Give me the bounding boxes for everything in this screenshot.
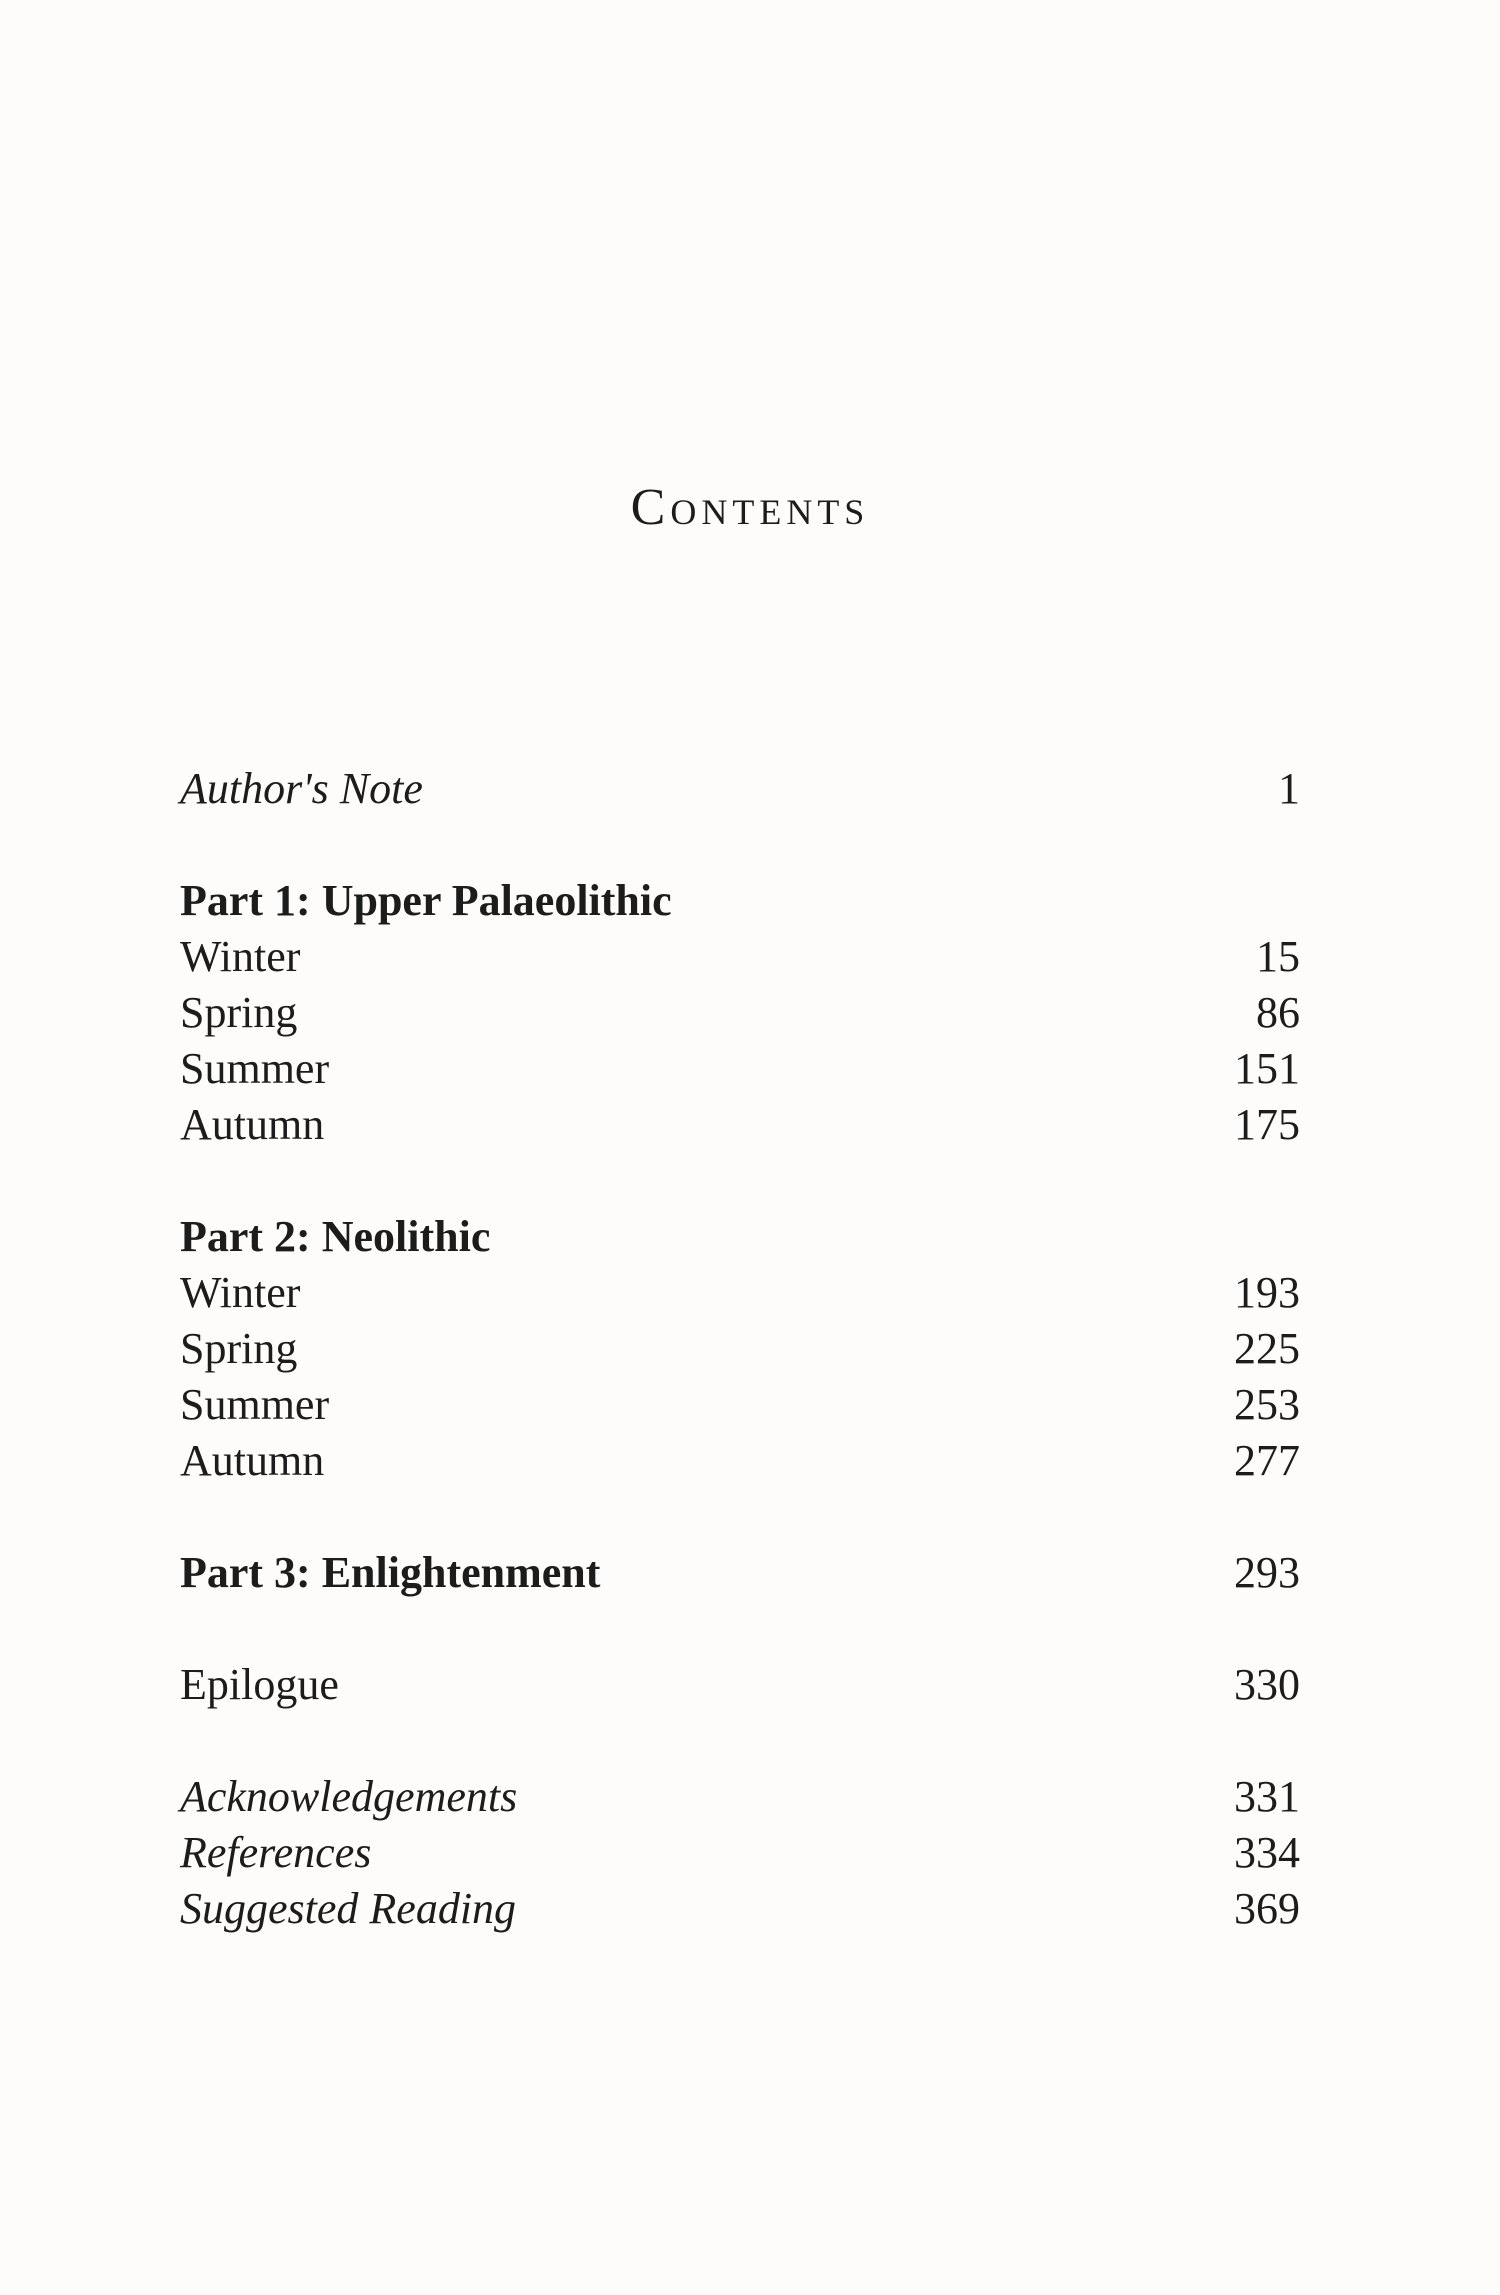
toc-entry: [180, 929, 1300, 985]
toc-entry-label: Winter: [180, 932, 301, 981]
toc-entry-page: 225: [1234, 1324, 1300, 1373]
toc-entry-page: 277: [1234, 1436, 1300, 1485]
toc-entry-label: Part 3: Enlightenment: [180, 1548, 601, 1597]
toc-entry-label: Epilogue: [180, 1660, 339, 1709]
toc-entry-label: Part 2: Neolithic: [180, 1212, 491, 1261]
toc-part-heading: [180, 1545, 1300, 1601]
toc-entry: [180, 1433, 1300, 1489]
toc-entry-page: 1: [1278, 764, 1300, 813]
toc-entry-label: Author's Note: [180, 764, 423, 813]
toc-entry-label: Part 1: Upper Palaeolithic: [180, 876, 672, 925]
toc-entry-label: Spring: [180, 1324, 298, 1373]
toc-entry-page: 151: [1234, 1044, 1300, 1093]
toc-entry-suggested-reading: [180, 1881, 1300, 1937]
toc-entry-page: 330: [1234, 1660, 1300, 1709]
toc-entry-label: Summer: [180, 1380, 330, 1429]
toc-entry: [180, 1321, 1300, 1377]
page-title: Contents: [630, 479, 870, 536]
toc-entry-page: 293: [1234, 1548, 1300, 1597]
toc-entry-label: Summer: [180, 1044, 330, 1093]
toc-entry: [180, 1097, 1300, 1153]
toc-entry-page: 86: [1256, 988, 1300, 1037]
toc-entry: [180, 985, 1300, 1041]
toc-entry-page: 193: [1234, 1268, 1300, 1317]
toc-entry-label: Autumn: [180, 1100, 325, 1149]
toc-entry-page: 253: [1234, 1380, 1300, 1429]
toc-entry-page: 334: [1234, 1828, 1300, 1877]
toc-entry: [180, 1265, 1300, 1321]
toc-entry-label: Autumn: [180, 1436, 325, 1485]
toc-entry-label: Spring: [180, 988, 298, 1037]
toc-entry-label: Winter: [180, 1268, 301, 1317]
toc-entry-epilogue: [180, 1657, 1300, 1713]
toc-entry-label: Suggested Reading: [180, 1884, 517, 1933]
toc-entry-acknowledgements: [180, 1769, 1300, 1825]
toc-entry-label: References: [180, 1828, 372, 1877]
toc-entry-page: 175: [1234, 1100, 1300, 1149]
toc-entry-page: 369: [1234, 1884, 1300, 1933]
toc-part-heading: [180, 873, 1300, 929]
toc-entry: [180, 1041, 1300, 1097]
toc-entry-authors-note: [180, 761, 1300, 817]
toc-part-heading: [180, 1209, 1300, 1265]
toc-entry: [180, 1377, 1300, 1433]
toc-entry-page: 331: [1234, 1772, 1300, 1821]
toc-entry-references: [180, 1825, 1300, 1881]
toc-entry-page: 15: [1256, 932, 1300, 981]
toc-entry-label: Acknowledgements: [180, 1772, 518, 1821]
